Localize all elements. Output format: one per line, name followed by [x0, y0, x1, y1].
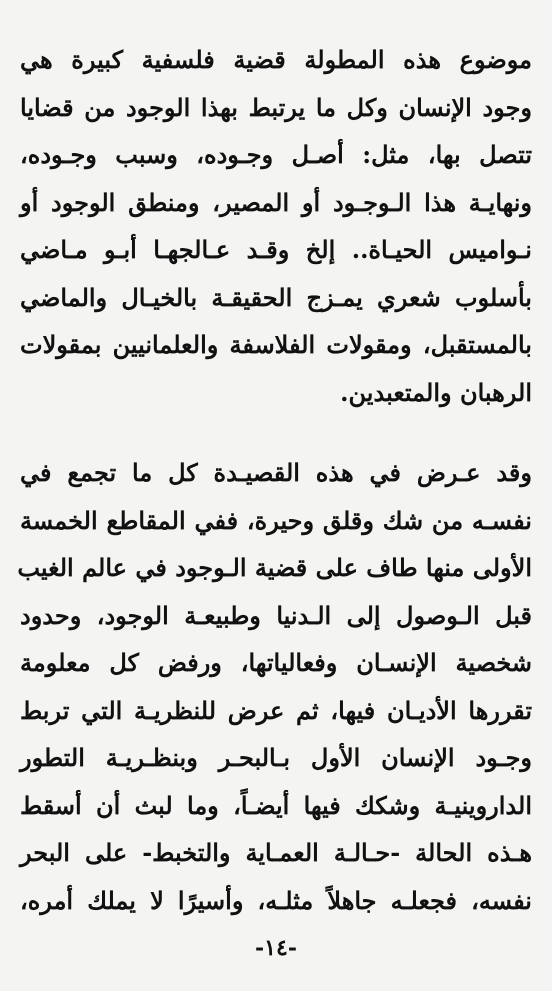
page-number: -١٤- [255, 935, 297, 961]
text-line: بالمستقبل، ومقولات الفلاسفة والعلمانيين بمقولات [20, 330, 532, 359]
text-line: موضوع هذه المطولة قضية فلسفية كبيرة هي [20, 45, 532, 74]
text-line: وجود الإنسان وكل ما يرتبط بهذا الوجود من قضايا [20, 92, 532, 122]
text-line: وقد عـرض في هذه القصيـدة كل ما تجمع في [20, 458, 532, 487]
text-line: تتصل بها، مثل: أصـل وجـوده، وسبب وجـوده، [20, 140, 532, 169]
text-line: شخصية الإنسـان وفعالياتها، ورفض كل معلومة [20, 648, 532, 677]
text-line: ونهايـة هذا الـوجـود أو المصير، ومنطق الوجود أو [20, 187, 532, 217]
text-line: تقررها الأديـان فيها، ثم عرض للنظريـة التي تربط [20, 695, 532, 725]
paragraph-2 [17, 449, 532, 924]
text-line: الأولى منها طاف على قضية الـوجود في عالم الغيب [17, 553, 532, 582]
text-line: نفسه، فجعلـه جاهلاً مثلـه، وأسيرًا لا يملك أمره، [20, 885, 532, 915]
text-line: وجـود الإنسان الأول بـالبحـر وبنظـريـة التطور [20, 743, 532, 772]
text-line: نـواميس الحيـاة.. إلخ وقـد عـالجهـا أبـو مـاضي [20, 235, 532, 264]
text-line: نفسـه من شك وقلق وحيرة، ففي المقاطع الخمسة [20, 505, 532, 535]
paragraph-1 [20, 36, 532, 416]
text-line: الرهبان والمتعبدين. [340, 377, 532, 407]
text-line: قبل الـوصول إلى الـدنيا وطبيعـة الوجود، وحدود [20, 600, 532, 630]
text-line: بأسلوب شعري يمـزج الحقيقـة بالخيـال والماضي [20, 282, 532, 312]
text-line: الداروينيـة وشكك فيها أيضـاً، وما لبث أن أسقط [20, 790, 532, 820]
text-line: هـذه الحالة -حـالـة العمـاية والتخبط- على البحر [20, 838, 532, 867]
